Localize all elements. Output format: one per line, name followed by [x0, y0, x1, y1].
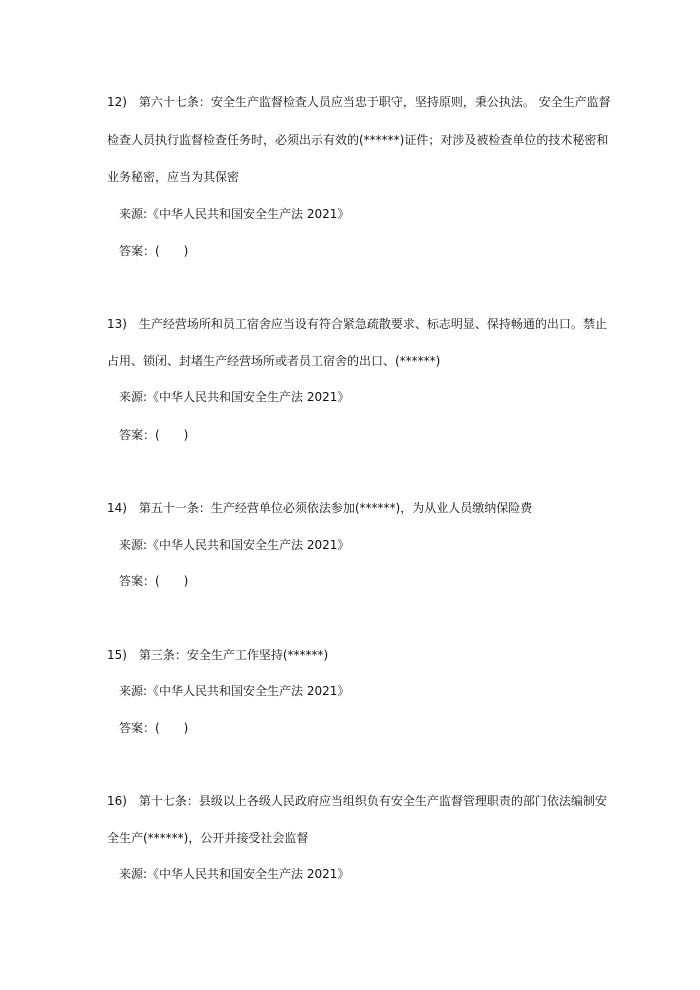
question-13-source: 来源:《中华人民共和国安全生产法 2021》: [119, 390, 350, 404]
question-number: 16): [107, 794, 127, 808]
question-12-line-3: 业务秘密，应当为其保密: [107, 170, 240, 184]
question-16-line-2: 全生产(******)，公开并接受社会监督: [107, 831, 309, 845]
question-12-source: 来源:《中华人民共和国安全生产法 2021》: [119, 207, 350, 221]
question-13-line-2: 占用、锁闭、封堵生产经营场所或者员工宿舍的出口、(******): [107, 354, 441, 368]
question-13-line-1: [107, 315, 607, 333]
question-14-line-1: [107, 499, 532, 517]
question-number: 14): [107, 501, 127, 515]
question-text: 第三条：安全生产工作坚持(******): [138, 648, 329, 662]
question-number: 12): [107, 95, 127, 109]
question-16-line-1: [107, 792, 607, 810]
question-number: 13): [107, 317, 127, 331]
question-text: 生产经营场所和员工宿舍应当设有符合紧急疏散要求、标志明显、保持畅通的出口。禁止: [138, 317, 607, 331]
question-text: 第十七条：县级以上各级人民政府应当组织负有安全生产监督管理职责的部门依法编制安: [138, 794, 607, 808]
question-12-answer: 答案：( ): [119, 244, 189, 258]
question-text: 第五十一条：生产经营单位必须依法参加(******)，为从业人员缴纳保险费: [138, 501, 533, 515]
question-15-answer: 答案：( ): [119, 721, 189, 735]
question-13-answer: 答案：( ): [119, 428, 189, 442]
question-16-source: 来源:《中华人民共和国安全生产法 2021》: [119, 867, 350, 881]
question-15-line-1: [107, 646, 328, 664]
question-15-source: 来源:《中华人民共和国安全生产法 2021》: [119, 684, 350, 698]
question-12-line-2: 检查人员执行监督检查任务时，必须出示有效的(******)证件；对涉及被检查单位的技术秘密和: [107, 133, 609, 147]
question-number: 15): [107, 648, 127, 662]
question-14-source: 来源:《中华人民共和国安全生产法 2021》: [119, 538, 350, 552]
question-text: 第六十七条：安全生产监督检查人员应当忠于职守，坚持原则，秉公执法。 安全生产监督: [138, 95, 611, 109]
question-12-line-1: [107, 93, 611, 111]
question-14-answer: 答案：( ): [119, 574, 189, 588]
